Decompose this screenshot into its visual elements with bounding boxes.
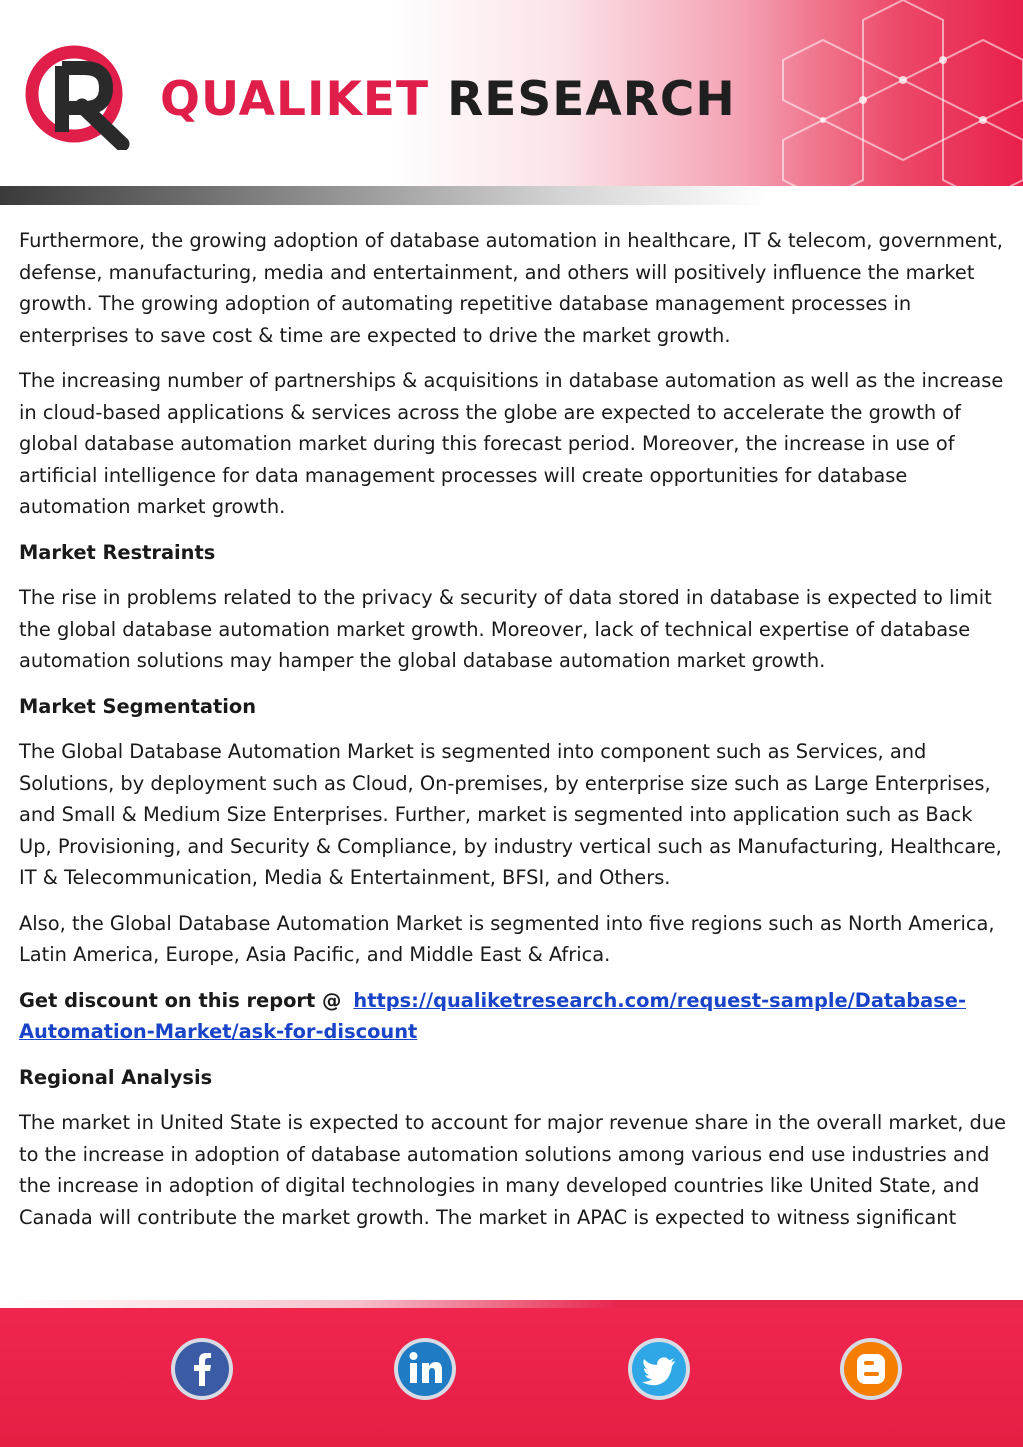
brand-name (160, 70, 736, 130)
discount-label: Get discount on this report @ (19, 988, 342, 1012)
blogger-icon (838, 1336, 904, 1402)
heading-regional-analysis: Regional Analysis (19, 1065, 213, 1089)
document-body (19, 225, 1009, 1247)
footer-banner (0, 1300, 1023, 1447)
linkedin-icon (392, 1336, 458, 1402)
paragraph-restraints: The rise in problems related to the privacy & security of data stored in database is expected to limit the global database automation market growth. Moreover, lack of technical expertise of database automation solutions may hamper the global database automation market growth. (19, 586, 992, 672)
twitter-icon (626, 1336, 692, 1402)
linkedin-button[interactable] (392, 1336, 458, 1402)
discount-line (19, 985, 1009, 1048)
header-divider-band (0, 186, 1023, 205)
heading-market-segmentation: Market Segmentation (19, 694, 257, 718)
discount-link[interactable]: https://qualiketresearch.com/request-sample/Database-Automation-Market/ask-for-discount (19, 988, 966, 1043)
facebook-button[interactable] (169, 1336, 235, 1402)
paragraph-regional: The market in United State is expected to account for major revenue share in the overall market, due to the increase in adoption of database automation solutions among various end use industries and the increase in adoption of digital technologies in many developed countries like United State, and Canada will contribute the market growth. The market in APAC is expected to witness significant (19, 1111, 1007, 1229)
facebook-icon (169, 1336, 235, 1402)
heading-market-restraints: Market Restraints (19, 540, 216, 564)
brand-primary: QUALIKET (160, 72, 430, 127)
paragraph-regions: Also, the Global Database Automation Market is segmented into five regions such as North America, Latin America, Europe, Asia Pacific, and Middle East & Africa. (19, 911, 995, 966)
paragraph-partnerships: The increasing number of partnerships & acquisitions in database automation as well as the increase in cloud-based applications & services across the globe are expected to accelerate the growth of global database automation market during this forecast period. Moreover, the increase in use of artificial intelligence for data management processes will create opportunities for database automation market growth. (19, 369, 1004, 518)
brand-secondary: RESEARCH (447, 72, 736, 127)
twitter-button[interactable] (626, 1336, 692, 1402)
footer-stripe (0, 1300, 1023, 1308)
blogger-button[interactable] (838, 1336, 904, 1402)
paragraph-segmentation: The Global Database Automation Market is segmented into component such as Services, and Solutions, by deployment such as Cloud, On-premises, by enterprise size such as Large Enterprises, and Small & Medium Size Enterprises. Further, market is segmented into application such as Back Up, Provisioning, and Security & Compliance, by industry vertical such as Manufacturing, Healthcare, IT & Telecommunication, Media & Entertainment, BFSI, and Others. (19, 740, 1002, 889)
header-banner (0, 0, 1023, 205)
paragraph-growth-adoption: Furthermore, the growing adoption of database automation in healthcare, IT & telecom, government, defense, manufacturing, media and entertainment, and others will positively influence the market growth. The growing adoption of automating repetitive database management processes in enterprises to save cost & time are expected to drive the market growth. (19, 229, 1003, 347)
qr-logo-icon (22, 38, 152, 150)
